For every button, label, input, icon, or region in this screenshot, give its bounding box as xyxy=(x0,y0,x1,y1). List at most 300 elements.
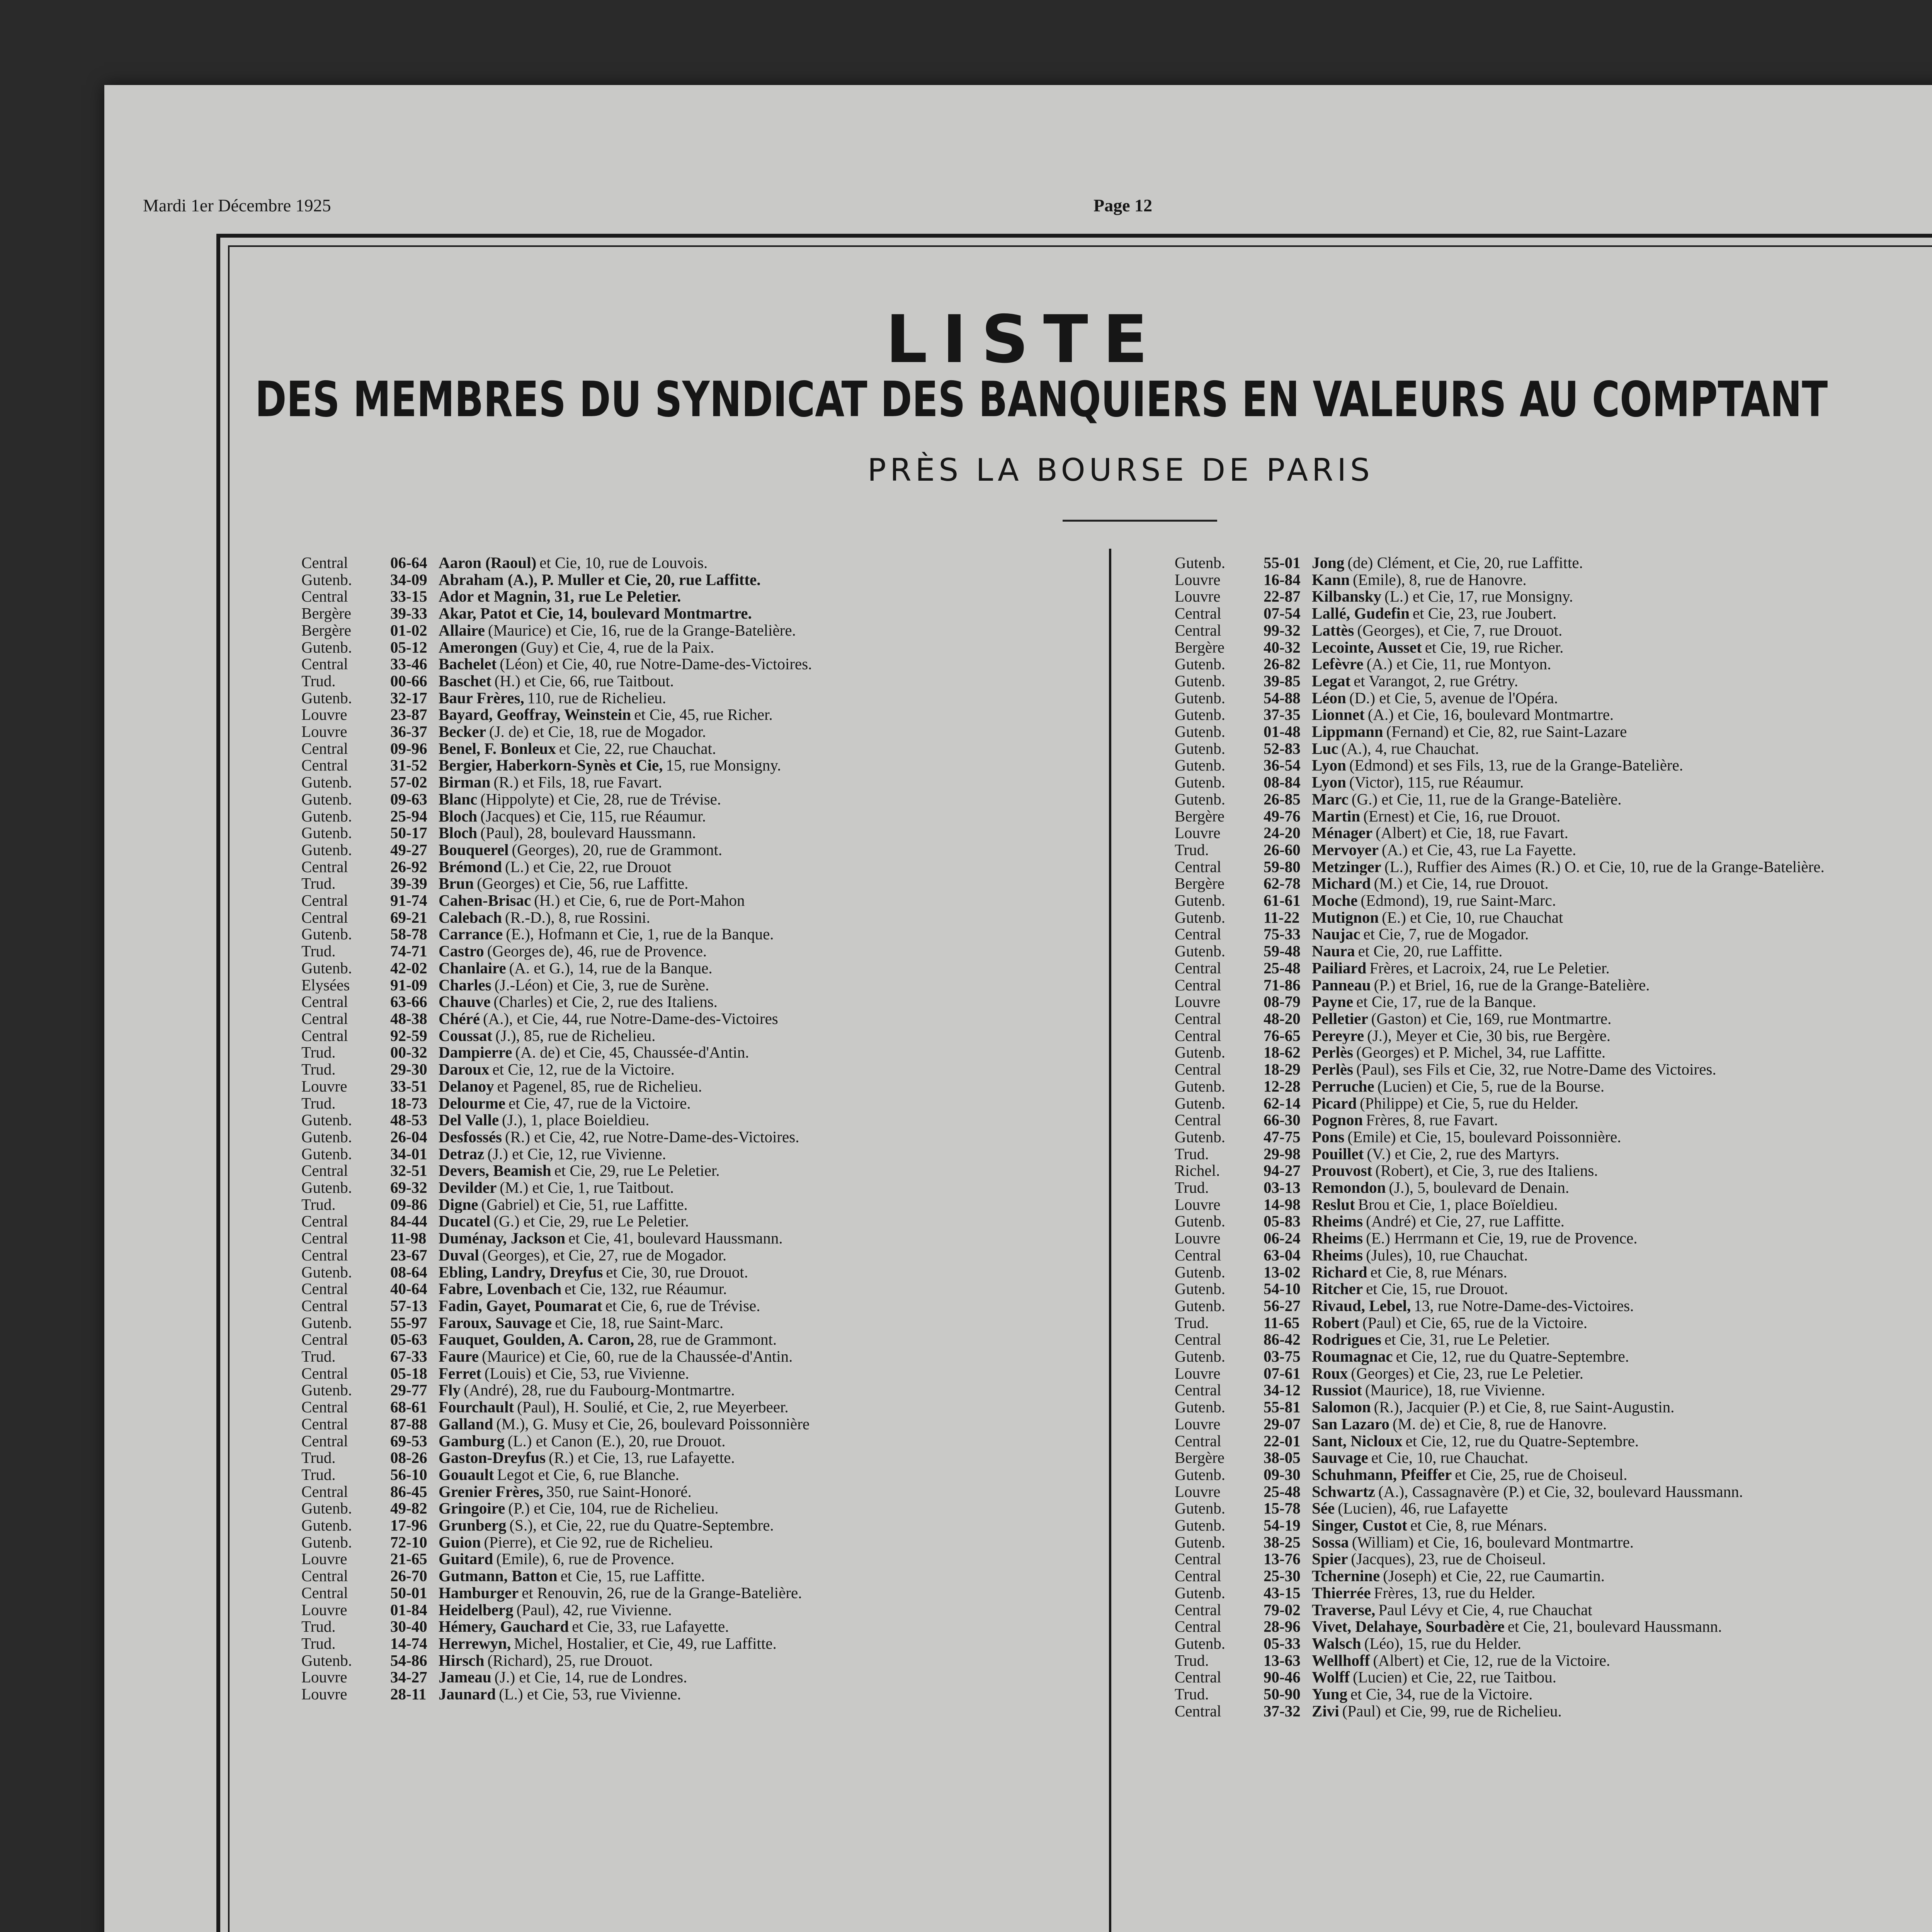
member-tel: 26-82 xyxy=(1264,656,1301,673)
member-address: (Emile), 6, rue de Provence. xyxy=(496,1551,675,1568)
member-tel: 40-64 xyxy=(390,1281,427,1298)
member-row xyxy=(301,1652,1097,1669)
member-tel: 75-33 xyxy=(1264,926,1301,943)
member-exchange: Central xyxy=(301,1010,348,1027)
member-tel: 13-63 xyxy=(1264,1652,1301,1669)
member-exchange: Central xyxy=(1175,622,1221,639)
member-tel: 21-65 xyxy=(390,1551,427,1568)
member-row xyxy=(1175,1230,1932,1247)
member-tel: 13-02 xyxy=(1264,1264,1301,1281)
member-row xyxy=(301,943,1097,960)
member-address: et Cie, 23, rue Joubert. xyxy=(1412,605,1557,622)
member-tel: 87-88 xyxy=(390,1415,427,1433)
member-name: Grenier Frères, xyxy=(439,1483,543,1500)
member-exchange: Gutenb. xyxy=(301,774,352,791)
member-row xyxy=(1175,1078,1932,1095)
member-address: (Louis) et Cie, 53, rue Vivienne. xyxy=(484,1365,689,1382)
member-row xyxy=(301,1315,1097,1332)
member-exchange: Central xyxy=(1175,959,1221,977)
member-name: Chauve xyxy=(439,993,491,1010)
member-name: Perruche xyxy=(1312,1078,1374,1095)
member-address: (J.), 85, rue de Richelieu. xyxy=(495,1027,656,1044)
member-row xyxy=(301,1449,1097,1466)
member-exchange: Gutenb. xyxy=(1175,1348,1225,1365)
member-row xyxy=(1175,1551,1932,1568)
member-row xyxy=(301,1433,1097,1450)
member-row xyxy=(1175,808,1932,825)
member-exchange: Central xyxy=(301,588,348,605)
member-name: Daroux xyxy=(439,1061,490,1078)
member-tel: 29-77 xyxy=(390,1382,427,1399)
member-name: Rheims xyxy=(1312,1213,1363,1230)
member-address: (M.) et Cie, 1, rue Taitbout. xyxy=(500,1179,674,1196)
member-address: (Léon) et Cie, 40, rue Notre-Dame-des-Victoires. xyxy=(500,656,812,673)
member-row xyxy=(1175,1264,1932,1281)
member-row xyxy=(1175,588,1932,605)
member-address: et Pagenel, 85, rue de Richelieu. xyxy=(497,1078,702,1095)
member-tel: 29-98 xyxy=(1264,1145,1301,1163)
member-address: (E.), Hofmann et Cie, 1, rue de la Banque. xyxy=(506,926,774,943)
member-name: Bergier, Haberkorn-Synès et Cie, xyxy=(439,757,663,774)
member-name: Spier xyxy=(1312,1551,1348,1568)
member-row xyxy=(301,1585,1097,1602)
member-name: Benel, F. Bonleux xyxy=(439,740,556,757)
member-exchange: Gutenb. xyxy=(1175,1095,1225,1112)
member-name: Pouillet xyxy=(1312,1145,1364,1163)
member-exchange: Central xyxy=(1175,1112,1221,1129)
member-tel: 18-73 xyxy=(390,1095,427,1112)
member-row xyxy=(301,1551,1097,1568)
member-row xyxy=(301,1264,1097,1281)
member-address: (Ernest) et Cie, 16, rue Drouot. xyxy=(1363,808,1561,825)
member-row xyxy=(301,842,1097,859)
member-tel: 47-75 xyxy=(1264,1128,1301,1146)
member-tel: 36-54 xyxy=(1264,757,1301,774)
member-row xyxy=(1175,1449,1932,1466)
member-row xyxy=(301,1247,1097,1264)
member-row xyxy=(301,1686,1097,1703)
member-name: Martin xyxy=(1312,808,1361,825)
member-tel: 25-48 xyxy=(1264,1483,1301,1500)
member-tel: 91-09 xyxy=(390,976,427,994)
member-address: (A.) et Cie, 16, boulevard Montmartre. xyxy=(1367,706,1614,724)
member-row xyxy=(1175,993,1932,1010)
member-tel: 26-70 xyxy=(390,1568,427,1585)
member-name: Devilder xyxy=(439,1179,497,1196)
member-name: Charles xyxy=(439,976,492,994)
member-name: Jaunard xyxy=(439,1686,496,1703)
member-row xyxy=(1175,656,1932,673)
member-row xyxy=(301,1500,1097,1517)
member-row xyxy=(301,706,1097,723)
member-exchange: Central xyxy=(301,1365,348,1382)
member-address: (Robert), et Cie, 3, rue des Italiens. xyxy=(1375,1162,1598,1180)
member-row xyxy=(301,1146,1097,1163)
member-name: Ritcher xyxy=(1312,1281,1363,1298)
member-name: Sossa xyxy=(1312,1534,1349,1551)
member-address: (Albert) et Cie, 18, rue Favart. xyxy=(1376,825,1568,842)
member-name: Jong xyxy=(1312,554,1345,571)
member-exchange: Trud. xyxy=(301,1449,336,1466)
member-row xyxy=(301,1568,1097,1585)
member-exchange: Gutenb. xyxy=(301,1500,352,1517)
member-tel: 52-83 xyxy=(1264,740,1301,757)
member-tel: 50-90 xyxy=(1264,1686,1301,1703)
member-exchange: Central xyxy=(301,1213,348,1230)
member-address: (R.) et Cie, 13, rue Lafayette. xyxy=(549,1449,735,1466)
member-exchange: Gutenb. xyxy=(1175,1264,1225,1281)
member-exchange: Trud. xyxy=(301,1061,336,1078)
member-row xyxy=(301,791,1097,808)
member-row xyxy=(1175,960,1932,977)
member-tel: 28-96 xyxy=(1264,1618,1301,1635)
member-tel: 57-13 xyxy=(390,1297,427,1315)
member-tel: 05-12 xyxy=(390,639,427,656)
member-tel: 08-26 xyxy=(390,1449,427,1466)
member-name: Ducatel xyxy=(439,1213,491,1230)
member-address: et Cie, 8, rue Ménars. xyxy=(1370,1264,1507,1281)
member-exchange: Louvre xyxy=(1175,1365,1221,1382)
member-tel: 11-98 xyxy=(390,1230,427,1247)
member-address: (Lucien) et Cie, 22, rue Taitbou. xyxy=(1352,1669,1556,1686)
member-tel: 15-78 xyxy=(1264,1500,1301,1517)
member-address: (L.) et Cie, 53, rue Vivienne. xyxy=(499,1686,681,1703)
member-exchange: Gutenb. xyxy=(301,959,352,977)
member-row xyxy=(1175,740,1932,757)
member-exchange: Gutenb. xyxy=(301,1264,352,1281)
member-row xyxy=(301,1129,1097,1146)
member-name: Carrance xyxy=(439,926,503,943)
page-number: Page 12 xyxy=(1094,196,1153,215)
member-exchange: Trud. xyxy=(1175,841,1209,859)
member-name: Digne xyxy=(439,1196,478,1213)
member-address: et Cie, 25, rue de Choiseul. xyxy=(1455,1466,1628,1483)
member-exchange: Central xyxy=(301,554,348,571)
member-row xyxy=(301,1416,1097,1433)
member-name: Devers, Beamish xyxy=(439,1162,551,1180)
member-exchange: Central xyxy=(1175,1010,1221,1027)
member-tel: 05-33 xyxy=(1264,1635,1301,1652)
member-row xyxy=(1175,1466,1932,1483)
member-name: Metzinger xyxy=(1312,858,1381,876)
member-name: Detraz xyxy=(439,1145,485,1163)
member-tel: 32-17 xyxy=(390,689,427,707)
member-address: (Gaston) et Cie, 169, rue Montmartre. xyxy=(1371,1010,1612,1027)
member-address: et Varangot, 2, rue Grétry. xyxy=(1354,672,1518,690)
member-row xyxy=(1175,1348,1932,1365)
member-exchange: Central xyxy=(1175,1551,1221,1568)
member-address: et Cie, 41, boulevard Haussmann. xyxy=(568,1230,783,1247)
member-address: et Cie, 15, rue Drouot. xyxy=(1366,1281,1508,1298)
member-name: Baur Frères, xyxy=(439,689,524,707)
member-tel: 62-78 xyxy=(1264,875,1301,893)
title-rule xyxy=(1063,520,1217,522)
member-tel: 58-78 xyxy=(390,926,427,943)
member-row xyxy=(1175,1162,1932,1179)
member-row xyxy=(1175,926,1932,943)
member-address: (Paul) et Cie, 65, rue de la Victoire. xyxy=(1362,1314,1587,1332)
member-address: Frères, 13, rue du Helder. xyxy=(1374,1584,1536,1602)
member-row xyxy=(1175,1517,1932,1534)
member-row xyxy=(1175,723,1932,740)
member-address: et Cie, 7, rue de Mogador. xyxy=(1363,926,1529,943)
member-row xyxy=(1175,1112,1932,1129)
member-row xyxy=(301,622,1097,639)
member-exchange: Louvre xyxy=(301,723,347,740)
member-address: et Cie, 12, rue du Quatre-Septembre. xyxy=(1405,1432,1639,1450)
member-tel: 63-66 xyxy=(390,993,427,1010)
member-address: (Edmond), 19, rue Saint-Marc. xyxy=(1361,892,1556,909)
member-row xyxy=(1175,1652,1932,1669)
member-exchange: Gutenb. xyxy=(301,639,352,656)
member-row xyxy=(301,774,1097,791)
member-name: Gamburg xyxy=(439,1432,505,1450)
member-exchange: Bergère xyxy=(301,605,352,622)
member-tel: 13-76 xyxy=(1264,1551,1301,1568)
member-name: Legat xyxy=(1312,672,1351,690)
member-tel: 09-63 xyxy=(390,791,427,808)
member-exchange: Louvre xyxy=(301,1686,347,1703)
member-exchange: Gutenb. xyxy=(301,825,352,842)
member-exchange: Louvre xyxy=(1175,571,1221,588)
member-exchange: Bergère xyxy=(1175,808,1225,825)
member-name: Blanc xyxy=(439,791,478,808)
member-name: Moche xyxy=(1312,892,1358,909)
member-address: Michel, Hostalier, et Cie, 49, rue Laffitte. xyxy=(514,1635,777,1652)
member-name: Heidelberg xyxy=(439,1601,514,1619)
member-address: (D.) et Cie, 5, avenue de l'Opéra. xyxy=(1349,689,1558,707)
member-tel: 94-27 xyxy=(1264,1162,1301,1180)
member-exchange: Central xyxy=(301,892,348,909)
member-tel: 05-18 xyxy=(390,1365,427,1382)
member-name: Wolff xyxy=(1312,1669,1350,1686)
member-row xyxy=(1175,977,1932,994)
member-row xyxy=(1175,1247,1932,1264)
member-row xyxy=(1175,571,1932,588)
member-name: Marc xyxy=(1312,791,1349,808)
member-row xyxy=(1175,774,1932,791)
member-address: (J.), 5, boulevard de Denain. xyxy=(1389,1179,1570,1196)
member-address: (Philippe) et Cie, 5, rue du Helder. xyxy=(1360,1095,1579,1112)
member-address: (J.), 1, place Boieldieu. xyxy=(502,1112,650,1129)
member-tel: 28-11 xyxy=(390,1686,427,1703)
member-tel: 79-02 xyxy=(1264,1601,1301,1619)
member-name: Coussat xyxy=(439,1027,492,1044)
member-row xyxy=(301,1331,1097,1348)
member-name: Lattès xyxy=(1312,622,1354,639)
member-tel: 25-48 xyxy=(1264,959,1301,977)
member-exchange: Gutenb. xyxy=(1175,554,1225,571)
member-row xyxy=(1175,1686,1932,1703)
member-exchange: Central xyxy=(1175,858,1221,876)
member-address: 15, rue Monsigny. xyxy=(666,757,781,774)
member-address: Frères, 8, rue Favart. xyxy=(1366,1112,1498,1129)
member-tel: 39-85 xyxy=(1264,672,1301,690)
member-name: Allaire xyxy=(439,622,485,639)
member-tel: 22-87 xyxy=(1264,588,1301,605)
member-address: (Paul), 28, boulevard Haussmann. xyxy=(480,825,696,842)
member-exchange: Gutenb. xyxy=(1175,1584,1225,1602)
member-tel: 09-96 xyxy=(390,740,427,757)
member-tel: 26-92 xyxy=(390,858,427,876)
member-name: Rodrigues xyxy=(1312,1331,1381,1349)
member-exchange: Trud. xyxy=(301,943,336,960)
member-tel: 23-67 xyxy=(390,1247,427,1264)
member-tel: 12-28 xyxy=(1264,1078,1301,1095)
member-exchange: Central xyxy=(301,1415,348,1433)
member-tel: 18-62 xyxy=(1264,1044,1301,1061)
member-row xyxy=(301,588,1097,605)
member-tel: 49-76 xyxy=(1264,808,1301,825)
member-row xyxy=(1175,1618,1932,1635)
member-name: Castro xyxy=(439,943,484,960)
member-row xyxy=(1175,1416,1932,1433)
member-exchange: Central xyxy=(301,1297,348,1315)
member-tel: 09-30 xyxy=(1264,1466,1301,1483)
member-exchange: Louvre xyxy=(301,1551,347,1568)
member-name: Ebling, Landry, Dreyfus xyxy=(439,1264,603,1281)
member-exchange: Gutenb. xyxy=(1175,1213,1225,1230)
member-address: (P.) et Cie, 104, rue de Richelieu. xyxy=(508,1500,719,1517)
member-name: Brun xyxy=(439,875,474,893)
member-tel: 16-84 xyxy=(1264,571,1301,588)
member-exchange: Central xyxy=(301,1568,348,1585)
member-exchange: Gutenb. xyxy=(301,808,352,825)
member-exchange: Louvre xyxy=(1175,588,1221,605)
member-tel: 37-35 xyxy=(1264,706,1301,724)
member-address: et Cie, 10, rue Chauchat. xyxy=(1371,1449,1529,1466)
member-tel: 34-27 xyxy=(390,1669,427,1686)
member-name: Fauquet, Goulden, A. Caron, xyxy=(439,1331,634,1349)
member-row xyxy=(301,875,1097,892)
member-exchange: Gutenb. xyxy=(1175,909,1225,926)
member-name: Perlès xyxy=(1312,1061,1353,1078)
member-name: Sauvage xyxy=(1312,1449,1368,1466)
member-exchange: Trud. xyxy=(301,1348,336,1365)
member-tel: 34-12 xyxy=(1264,1382,1301,1399)
member-tel: 54-86 xyxy=(390,1652,427,1669)
member-address: (Paul), H. Soulié, et Cie, 2, rue Meyerbeer. xyxy=(517,1399,789,1416)
member-row xyxy=(301,554,1097,571)
member-name: Bouquerel xyxy=(439,841,509,859)
member-address: Legot et Cie, 6, rue Blanche. xyxy=(497,1466,679,1483)
member-name: Naura xyxy=(1312,943,1355,960)
member-name: Sant, Nicloux xyxy=(1312,1432,1403,1450)
member-exchange: Gutenb. xyxy=(301,1128,352,1146)
member-exchange: Louvre xyxy=(1175,1230,1221,1247)
member-address: et Cie, 33, rue Lafayette. xyxy=(572,1618,729,1635)
member-exchange: Central xyxy=(301,1230,348,1247)
member-row xyxy=(301,1162,1097,1179)
member-row xyxy=(301,1399,1097,1416)
member-tel: 29-07 xyxy=(1264,1415,1301,1433)
member-name: Galland xyxy=(439,1415,493,1433)
member-exchange: Central xyxy=(1175,1027,1221,1044)
member-exchange: Gutenb. xyxy=(301,1112,352,1129)
member-tel: 59-80 xyxy=(1264,858,1301,876)
member-tel: 66-30 xyxy=(1264,1112,1301,1129)
member-address: (William) et Cie, 16, boulevard Montmartre. xyxy=(1352,1534,1634,1551)
member-tel: 55-01 xyxy=(1264,554,1301,571)
member-address: 350, rue Saint-Honoré. xyxy=(546,1483,692,1500)
member-name: Pereyre xyxy=(1312,1027,1364,1044)
member-row xyxy=(301,1010,1097,1027)
member-address: 28, rue de Grammont. xyxy=(637,1331,777,1349)
member-tel: 34-01 xyxy=(390,1145,427,1163)
member-name: Aaron (Raoul) xyxy=(439,554,537,571)
member-name: Zivi xyxy=(1312,1702,1339,1720)
member-row xyxy=(1175,622,1932,639)
member-exchange: Louvre xyxy=(1175,825,1221,842)
member-exchange: Central xyxy=(1175,605,1221,622)
member-address: (Richard), 25, rue Drouot. xyxy=(487,1652,653,1669)
member-row xyxy=(1175,1585,1932,1602)
title-liste: LISTE xyxy=(885,301,1163,378)
member-name: Duval xyxy=(439,1247,479,1264)
member-exchange: Gutenb. xyxy=(1175,757,1225,774)
member-name: Gutmann, Batton xyxy=(439,1568,558,1585)
member-row xyxy=(1175,859,1932,876)
member-name: Lionnet xyxy=(1312,706,1365,724)
member-exchange: Gutenb. xyxy=(1175,791,1225,808)
member-exchange: Central xyxy=(1175,926,1221,943)
member-exchange: Central xyxy=(301,1162,348,1180)
member-name: Luc xyxy=(1312,740,1338,757)
member-tel: 25-94 xyxy=(390,808,427,825)
member-exchange: Gutenb. xyxy=(1175,740,1225,757)
member-row xyxy=(1175,1044,1932,1061)
member-row xyxy=(301,639,1097,656)
member-exchange: Central xyxy=(1175,1669,1221,1686)
member-exchange: Central xyxy=(1175,1432,1221,1450)
member-address: (M.), G. Musy et Cie, 26, boulevard Poissonnière xyxy=(496,1415,810,1433)
member-exchange: Central xyxy=(1175,1247,1221,1264)
member-name: Bloch xyxy=(439,825,478,842)
member-name: Kann xyxy=(1312,571,1350,588)
member-exchange: Gutenb. xyxy=(1175,706,1225,724)
member-row xyxy=(1175,757,1932,774)
member-name: Thierrée xyxy=(1312,1584,1371,1602)
member-tel: 39-33 xyxy=(390,605,427,622)
member-row xyxy=(1175,1483,1932,1500)
member-address: Brou et Cie, 1, place Boïeldieu. xyxy=(1358,1196,1558,1213)
member-address: et Cie, 21, boulevard Haussmann. xyxy=(1507,1618,1722,1635)
member-address: (Emile), 8, rue de Hanovre. xyxy=(1353,571,1527,588)
member-row xyxy=(301,690,1097,707)
member-address: (R.-D.), 8, rue Rossini. xyxy=(505,909,650,926)
member-address: (J.-Léon) et Cie, 3, rue de Surène. xyxy=(494,976,709,994)
member-address: (A.) et Cie, 43, rue La Fayette. xyxy=(1382,841,1577,859)
member-tel: 69-21 xyxy=(390,909,427,926)
member-exchange: Central xyxy=(1175,1382,1221,1399)
member-name: Remondon xyxy=(1312,1179,1386,1196)
member-tel: 23-87 xyxy=(390,706,427,724)
member-address: et Cie, 17, rue de la Banque. xyxy=(1356,993,1536,1010)
member-row xyxy=(1175,1095,1932,1112)
member-exchange: Gutenb. xyxy=(301,926,352,943)
member-tel: 07-61 xyxy=(1264,1365,1301,1382)
member-tel: 05-63 xyxy=(390,1331,427,1349)
member-tel: 92-59 xyxy=(390,1027,427,1044)
member-exchange: Gutenb. xyxy=(301,1652,352,1669)
member-address: (Jules), 10, rue Chauchat. xyxy=(1366,1247,1528,1264)
member-exchange: Central xyxy=(301,993,348,1010)
member-address: (R.) et Fils, 18, rue Favart. xyxy=(493,774,662,791)
member-name: San Lazaro xyxy=(1312,1415,1389,1433)
member-address: et Cie, 31, rue Le Peletier. xyxy=(1384,1331,1550,1349)
member-tel: 26-60 xyxy=(1264,841,1301,859)
member-exchange: Central xyxy=(301,1483,348,1500)
